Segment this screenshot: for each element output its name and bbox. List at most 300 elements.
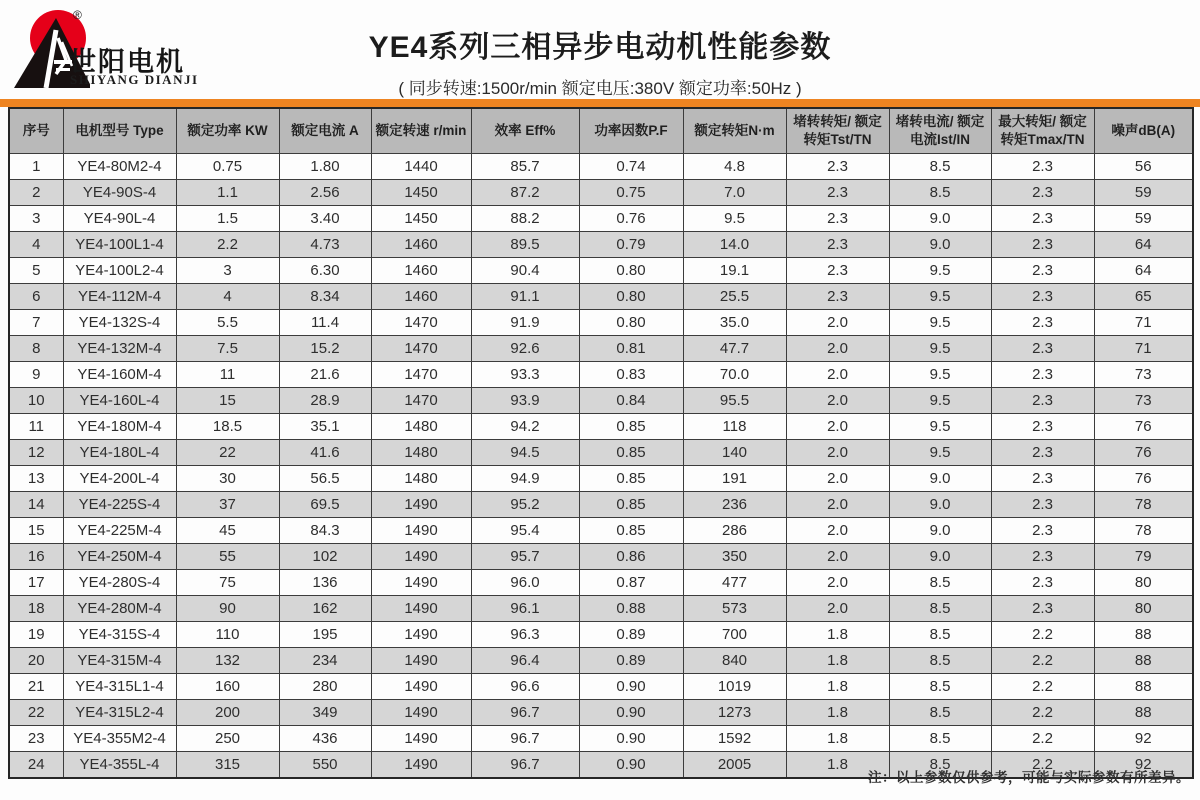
column-header: 额定功率 KW (176, 108, 279, 154)
header-titles (0, 0, 1200, 99)
spec-table-head (9, 108, 1193, 154)
table-cell: 7 (9, 310, 63, 336)
table-cell: 2.0 (786, 596, 889, 622)
table-cell: 1 (9, 154, 63, 180)
table-cell: YE4-90S-4 (63, 180, 176, 206)
table-cell: 5.5 (176, 310, 279, 336)
table-cell: 11 (9, 414, 63, 440)
table-cell: 1490 (371, 596, 471, 622)
table-cell: YE4-90L-4 (63, 206, 176, 232)
table-cell: 2.3 (991, 206, 1094, 232)
table-cell: 14 (9, 492, 63, 518)
table-cell: 7.5 (176, 336, 279, 362)
table-cell: 2.3 (991, 492, 1094, 518)
table-row (9, 232, 1193, 258)
table-cell: 1490 (371, 518, 471, 544)
table-cell: 18.5 (176, 414, 279, 440)
column-header: 序号 (9, 108, 63, 154)
table-cell: 88 (1094, 648, 1193, 674)
table-cell: 2.2 (991, 726, 1094, 752)
table-cell: 0.90 (579, 726, 683, 752)
table-cell: 2.2 (991, 752, 1094, 779)
table-cell: 191 (683, 466, 786, 492)
table-cell: 2.0 (786, 492, 889, 518)
table-cell: YE4-180M-4 (63, 414, 176, 440)
table-cell: 18 (9, 596, 63, 622)
table-cell: 9.5 (889, 440, 991, 466)
table-cell: 2.3 (991, 466, 1094, 492)
table-cell: 20 (9, 648, 63, 674)
table-cell: 87.2 (471, 180, 579, 206)
table-cell: 8.5 (889, 700, 991, 726)
table-cell: 16 (9, 544, 63, 570)
table-cell: 8.5 (889, 596, 991, 622)
table-cell: 1490 (371, 700, 471, 726)
table-cell: 65 (1094, 284, 1193, 310)
table-row (9, 336, 1193, 362)
table-cell: YE4-160M-4 (63, 362, 176, 388)
table-cell: 2.3 (786, 154, 889, 180)
table-row (9, 674, 1193, 700)
table-cell: 9.5 (889, 310, 991, 336)
table-row (9, 362, 1193, 388)
table-cell: 1273 (683, 700, 786, 726)
table-cell: 118 (683, 414, 786, 440)
table-cell: 7.0 (683, 180, 786, 206)
spec-table-body (9, 154, 1193, 779)
page-title: YE4系列三相异步电动机性能参数 (368, 31, 832, 64)
table-cell: 2.3 (991, 596, 1094, 622)
table-row (9, 440, 1193, 466)
table-cell: 200 (176, 700, 279, 726)
table-row (9, 258, 1193, 284)
table-cell: 1.5 (176, 206, 279, 232)
table-cell: 76 (1094, 466, 1193, 492)
table-cell: 88.2 (471, 206, 579, 232)
table-cell: 9.0 (889, 206, 991, 232)
table-cell: 2.3 (991, 310, 1094, 336)
table-cell: 9.5 (683, 206, 786, 232)
table-cell: 2.2 (991, 648, 1094, 674)
table-cell: 84.3 (279, 518, 371, 544)
table-cell: 0.85 (579, 492, 683, 518)
table-cell: 550 (279, 752, 371, 779)
table-cell: 22 (9, 700, 63, 726)
table-cell: YE4-355M2-4 (63, 726, 176, 752)
table-cell: 1019 (683, 674, 786, 700)
table-cell: 15 (176, 388, 279, 414)
table-cell: 94.5 (471, 440, 579, 466)
table-cell: 2.2 (991, 700, 1094, 726)
table-cell: 2.3 (991, 284, 1094, 310)
table-cell: 2.0 (786, 414, 889, 440)
table-cell: 96.4 (471, 648, 579, 674)
table-cell: 10 (9, 388, 63, 414)
table-cell: 35.1 (279, 414, 371, 440)
table-cell: 2.3 (991, 544, 1094, 570)
table-cell: 64 (1094, 258, 1193, 284)
table-cell: 14.0 (683, 232, 786, 258)
column-header: 功率因数P.F (579, 108, 683, 154)
table-row (9, 284, 1193, 310)
table-cell: 0.81 (579, 336, 683, 362)
table-cell: 136 (279, 570, 371, 596)
table-cell: 1592 (683, 726, 786, 752)
table-cell: 2 (9, 180, 63, 206)
table-cell: 56.5 (279, 466, 371, 492)
table-cell: 2.3 (991, 388, 1094, 414)
table-cell: 88 (1094, 674, 1193, 700)
table-cell: 0.75 (176, 154, 279, 180)
table-cell: 96.7 (471, 726, 579, 752)
table-cell: 21.6 (279, 362, 371, 388)
table-cell: 93.3 (471, 362, 579, 388)
table-cell: 2.2 (991, 674, 1094, 700)
table-cell: 91.9 (471, 310, 579, 336)
table-cell: 15 (9, 518, 63, 544)
table-cell: 8.5 (889, 726, 991, 752)
table-cell: 0.87 (579, 570, 683, 596)
table-cell: 0.80 (579, 258, 683, 284)
table-cell: 236 (683, 492, 786, 518)
table-row (9, 570, 1193, 596)
table-cell: 1.8 (786, 700, 889, 726)
table-cell: 11.4 (279, 310, 371, 336)
table-cell: 349 (279, 700, 371, 726)
column-header: 额定电流 A (279, 108, 371, 154)
table-cell: YE4-315L2-4 (63, 700, 176, 726)
table-cell: 9.0 (889, 492, 991, 518)
table-cell: 1490 (371, 570, 471, 596)
table-cell: 0.90 (579, 752, 683, 779)
table-cell: 94.2 (471, 414, 579, 440)
table-cell: 1.1 (176, 180, 279, 206)
table-cell: YE4-225S-4 (63, 492, 176, 518)
table-cell: 75 (176, 570, 279, 596)
table-cell: 73 (1094, 388, 1193, 414)
table-cell: 79 (1094, 544, 1193, 570)
table-cell: 0.85 (579, 440, 683, 466)
table-cell: 1470 (371, 362, 471, 388)
table-cell: 160 (176, 674, 279, 700)
table-cell: 2.3 (786, 206, 889, 232)
header-row (9, 108, 1193, 154)
table-cell: 59 (1094, 180, 1193, 206)
table-row (9, 726, 1193, 752)
table-cell: 1490 (371, 492, 471, 518)
table-cell: 92.6 (471, 336, 579, 362)
table-cell: 69.5 (279, 492, 371, 518)
table-cell: 8.34 (279, 284, 371, 310)
table-cell: 0.85 (579, 414, 683, 440)
table-cell: 96.1 (471, 596, 579, 622)
table-cell: 2.3 (786, 284, 889, 310)
table-cell: 96.7 (471, 700, 579, 726)
table-cell: 71 (1094, 336, 1193, 362)
table-cell: 37 (176, 492, 279, 518)
table-cell: 2.3 (786, 232, 889, 258)
table-cell: 0.86 (579, 544, 683, 570)
spec-table (8, 107, 1194, 779)
table-row (9, 544, 1193, 570)
table-cell: 89.5 (471, 232, 579, 258)
table-cell: 8.5 (889, 648, 991, 674)
table-cell: 2.3 (991, 362, 1094, 388)
table-cell: 92 (1094, 726, 1193, 752)
table-cell: 76 (1094, 440, 1193, 466)
table-cell: 2.3 (991, 258, 1094, 284)
table-cell: 2.3 (991, 518, 1094, 544)
brand-name-chinese: 世阳电机 (69, 47, 185, 77)
table-cell: 110 (176, 622, 279, 648)
spec-table-wrap (8, 107, 1192, 779)
table-cell: 2.56 (279, 180, 371, 206)
column-header: 堵转电流/ 额定电流Ist/IN (889, 108, 991, 154)
table-cell: 9.0 (889, 232, 991, 258)
column-header: 额定转矩N·m (683, 108, 786, 154)
table-cell: 1460 (371, 284, 471, 310)
table-cell: 85.7 (471, 154, 579, 180)
table-cell: 3 (176, 258, 279, 284)
table-cell: 9.5 (889, 414, 991, 440)
table-cell: 9.5 (889, 362, 991, 388)
table-cell: 9.5 (889, 388, 991, 414)
table-cell: 0.89 (579, 648, 683, 674)
table-cell: YE4-100L1-4 (63, 232, 176, 258)
table-cell: 132 (176, 648, 279, 674)
table-cell: 286 (683, 518, 786, 544)
table-cell: 17 (9, 570, 63, 596)
table-cell: 59 (1094, 206, 1193, 232)
table-cell: 4.73 (279, 232, 371, 258)
table-cell: 0.90 (579, 700, 683, 726)
table-cell: 1490 (371, 648, 471, 674)
table-cell: 15.2 (279, 336, 371, 362)
table-cell: 35.0 (683, 310, 786, 336)
table-cell: 2.0 (786, 336, 889, 362)
table-row (9, 154, 1193, 180)
table-cell: 90.4 (471, 258, 579, 284)
table-cell: 2.0 (786, 466, 889, 492)
table-cell: 477 (683, 570, 786, 596)
table-row (9, 492, 1193, 518)
column-header: 堵转转矩/ 额定转矩Tst/TN (786, 108, 889, 154)
column-header: 额定转速 r/min (371, 108, 471, 154)
table-cell: 2.3 (991, 336, 1094, 362)
accent-divider-bar (0, 99, 1200, 107)
table-cell: YE4-315M-4 (63, 648, 176, 674)
table-cell: 88 (1094, 700, 1193, 726)
table-cell: 1480 (371, 466, 471, 492)
table-cell: 1450 (371, 180, 471, 206)
table-row (9, 466, 1193, 492)
table-cell: 1480 (371, 440, 471, 466)
registered-trademark-mark: ® (73, 8, 82, 22)
table-cell: 23 (9, 726, 63, 752)
table-row (9, 414, 1193, 440)
table-cell: 2.3 (991, 180, 1094, 206)
table-cell: 0.90 (579, 674, 683, 700)
table-cell: 56 (1094, 154, 1193, 180)
table-cell: 6 (9, 284, 63, 310)
table-cell: 2.0 (786, 544, 889, 570)
table-cell: 95.7 (471, 544, 579, 570)
table-cell: 1470 (371, 388, 471, 414)
table-cell: YE4-280S-4 (63, 570, 176, 596)
table-cell: 0.88 (579, 596, 683, 622)
table-cell: 2.3 (991, 414, 1094, 440)
table-cell: 2.0 (786, 388, 889, 414)
table-cell: 8.5 (889, 674, 991, 700)
table-cell: YE4-225M-4 (63, 518, 176, 544)
table-cell: YE4-280M-4 (63, 596, 176, 622)
table-cell: 96.6 (471, 674, 579, 700)
table-cell: 0.85 (579, 518, 683, 544)
table-cell: 2.3 (786, 258, 889, 284)
table-cell: 92 (1094, 752, 1193, 779)
table-cell: 0.75 (579, 180, 683, 206)
table-cell: 0.80 (579, 310, 683, 336)
table-cell: 88 (1094, 622, 1193, 648)
table-cell: 80 (1094, 596, 1193, 622)
table-cell: 24 (9, 752, 63, 779)
table-cell: 250 (176, 726, 279, 752)
table-cell: 840 (683, 648, 786, 674)
table-cell: 162 (279, 596, 371, 622)
table-cell: 1490 (371, 674, 471, 700)
table-cell: YE4-80M2-4 (63, 154, 176, 180)
table-cell: 1450 (371, 206, 471, 232)
table-cell: 573 (683, 596, 786, 622)
table-cell: 8.5 (889, 154, 991, 180)
table-cell: 2.3 (786, 180, 889, 206)
table-cell: 71 (1094, 310, 1193, 336)
table-row (9, 700, 1193, 726)
table-cell: 1.8 (786, 674, 889, 700)
table-cell: 73 (1094, 362, 1193, 388)
table-cell: 2005 (683, 752, 786, 779)
table-cell: YE4-200L-4 (63, 466, 176, 492)
table-cell: 4 (9, 232, 63, 258)
table-cell: 8.5 (889, 180, 991, 206)
table-cell: 5 (9, 258, 63, 284)
table-row (9, 206, 1193, 232)
table-cell: 9 (9, 362, 63, 388)
table-cell: 1490 (371, 726, 471, 752)
table-cell: 0.80 (579, 284, 683, 310)
table-cell: 96.7 (471, 752, 579, 779)
table-cell: 64 (1094, 232, 1193, 258)
table-cell: 2.2 (991, 622, 1094, 648)
table-row (9, 622, 1193, 648)
table-cell: 4.8 (683, 154, 786, 180)
table-cell: 0.89 (579, 622, 683, 648)
table-cell: 19 (9, 622, 63, 648)
table-cell: 90 (176, 596, 279, 622)
table-cell: 0.76 (579, 206, 683, 232)
table-cell: 41.6 (279, 440, 371, 466)
table-cell: 1.80 (279, 154, 371, 180)
table-cell: 2.0 (786, 518, 889, 544)
table-cell: 0.74 (579, 154, 683, 180)
table-cell: 280 (279, 674, 371, 700)
table-cell: YE4-132M-4 (63, 336, 176, 362)
table-cell: 1470 (371, 310, 471, 336)
table-cell: 2.3 (991, 232, 1094, 258)
table-row (9, 648, 1193, 674)
table-cell: 195 (279, 622, 371, 648)
table-cell: 8.5 (889, 752, 991, 779)
table-cell: 19.1 (683, 258, 786, 284)
table-cell: 8.5 (889, 622, 991, 648)
table-row (9, 596, 1193, 622)
table-cell: 28.9 (279, 388, 371, 414)
table-cell: 1490 (371, 544, 471, 570)
table-cell: 25.5 (683, 284, 786, 310)
table-cell: 2.0 (786, 440, 889, 466)
table-cell: 9.5 (889, 258, 991, 284)
table-cell: 55 (176, 544, 279, 570)
column-header: 噪声dB(A) (1094, 108, 1193, 154)
table-cell: 96.0 (471, 570, 579, 596)
column-header: 效率 Eff% (471, 108, 579, 154)
table-cell: 1.8 (786, 726, 889, 752)
column-header: 电机型号 Type (63, 108, 176, 154)
table-cell: 3.40 (279, 206, 371, 232)
table-cell: 70.0 (683, 362, 786, 388)
table-cell: 80 (1094, 570, 1193, 596)
table-cell: 8 (9, 336, 63, 362)
table-cell: 1440 (371, 154, 471, 180)
table-cell: 1470 (371, 336, 471, 362)
table-cell: 3 (9, 206, 63, 232)
table-cell: 45 (176, 518, 279, 544)
table-cell: 140 (683, 440, 786, 466)
table-cell: 1.8 (786, 648, 889, 674)
page-subtitle: ( 同步转速:1500r/min 额定电压:380V 额定功率:50Hz ) (398, 79, 802, 98)
table-cell: 4 (176, 284, 279, 310)
table-cell: 1.8 (786, 752, 889, 779)
table-cell: 8.5 (889, 570, 991, 596)
table-cell: 0.84 (579, 388, 683, 414)
table-cell: 47.7 (683, 336, 786, 362)
table-cell: 9.0 (889, 544, 991, 570)
table-cell: 96.3 (471, 622, 579, 648)
table-cell: 78 (1094, 492, 1193, 518)
table-cell: 0.85 (579, 466, 683, 492)
table-cell: 2.0 (786, 310, 889, 336)
table-cell: 22 (176, 440, 279, 466)
table-cell: YE4-112M-4 (63, 284, 176, 310)
table-cell: 1.8 (786, 622, 889, 648)
table-row (9, 310, 1193, 336)
table-cell: 102 (279, 544, 371, 570)
table-cell: 93.9 (471, 388, 579, 414)
table-cell: 2.0 (786, 362, 889, 388)
table-cell: 30 (176, 466, 279, 492)
table-cell: 12 (9, 440, 63, 466)
table-cell: 91.1 (471, 284, 579, 310)
table-cell: YE4-315L1-4 (63, 674, 176, 700)
table-cell: 6.30 (279, 258, 371, 284)
table-cell: 9.0 (889, 466, 991, 492)
table-cell: YE4-100L2-4 (63, 258, 176, 284)
table-cell: 2.3 (991, 570, 1094, 596)
table-cell: 315 (176, 752, 279, 779)
table-cell: 0.79 (579, 232, 683, 258)
brand-name-english: SHIYANG DIANJI (70, 72, 199, 87)
table-cell: 13 (9, 466, 63, 492)
